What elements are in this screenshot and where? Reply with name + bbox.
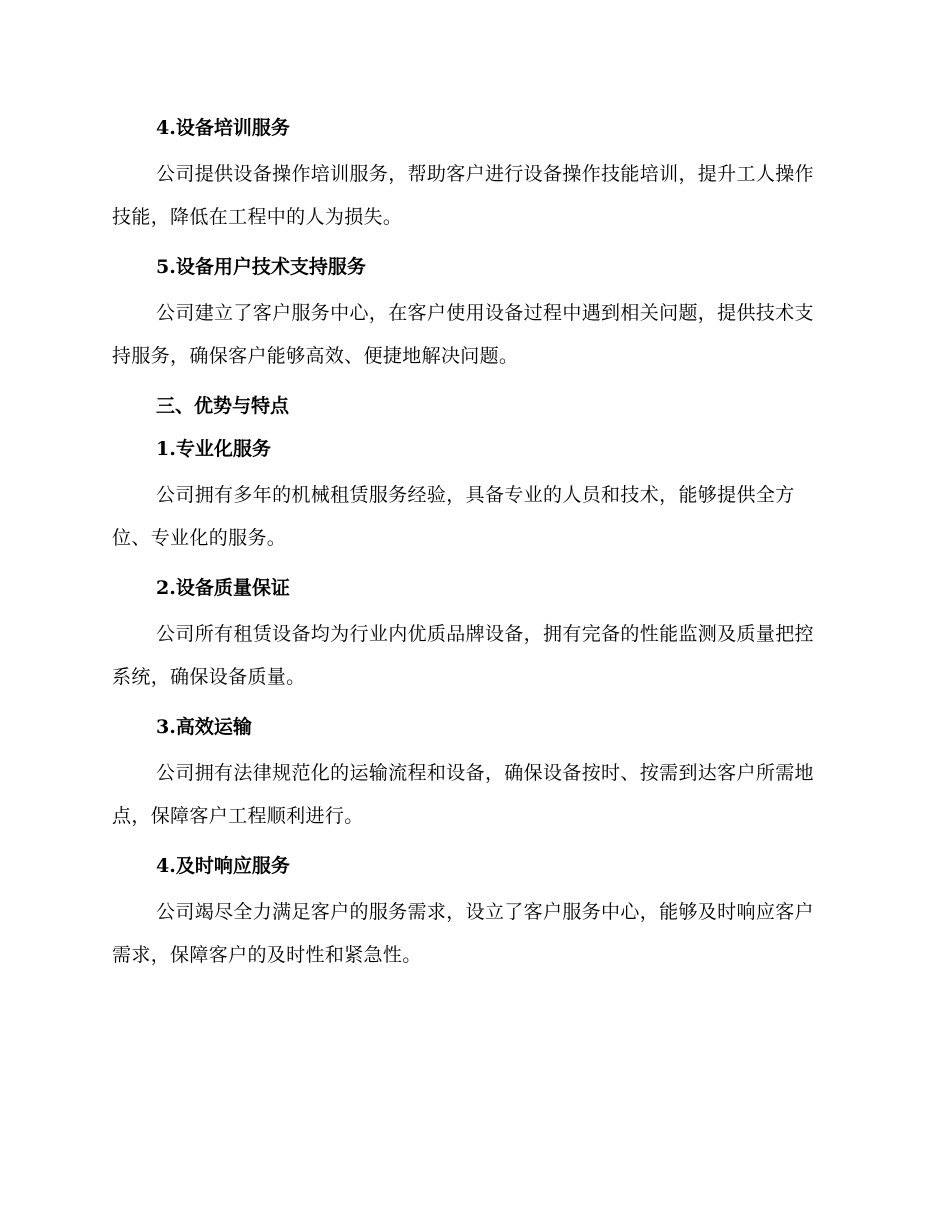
heading-professional-service: 1.专业化服务 bbox=[156, 438, 271, 460]
heading-timely-response: 4.及时响应服务 bbox=[156, 855, 290, 877]
paragraph-timely-response: 公司竭尽全力满足客户的服务需求，设立了客户服务中心，能够及时响应客户需求，保障客户的及时性和紧急性。 bbox=[112, 901, 814, 966]
paragraph-efficient-transport: 公司拥有法律规范化的运输流程和设备，确保设备按时、按需到达客户所需地点，保障客户工程顺利进行。 bbox=[112, 762, 814, 827]
paragraph-quality-assurance: 公司所有租赁设备均为行业内优质品牌设备，拥有完备的性能监测及质量把控系统，确保设备质量。 bbox=[112, 623, 814, 688]
paragraph-professional-service: 公司拥有多年的机械租赁服务经验，具备专业的人员和技术，能够提供全方位、专业化的服务。 bbox=[112, 484, 795, 549]
heading-equipment-training: 4.设备培训服务 bbox=[156, 117, 290, 139]
heading-tech-support: 5.设备用户技术支持服务 bbox=[156, 256, 366, 278]
heading-efficient-transport: 3.高效运输 bbox=[156, 716, 252, 738]
paragraph-tech-support: 公司建立了客户服务中心，在客户使用设备过程中遇到相关问题，提供技术支持服务，确保客户能够高效、便捷地解决问题。 bbox=[112, 302, 814, 367]
section-title-advantages: 三、优势与特点 bbox=[156, 395, 290, 417]
document-body bbox=[112, 110, 832, 977]
heading-quality-assurance: 2.设备质量保证 bbox=[156, 577, 290, 599]
paragraph-equipment-training: 公司提供设备操作培训服务，帮助客户进行设备操作技能培训，提升工人操作技能，降低在工程中的人为损失。 bbox=[112, 163, 814, 228]
